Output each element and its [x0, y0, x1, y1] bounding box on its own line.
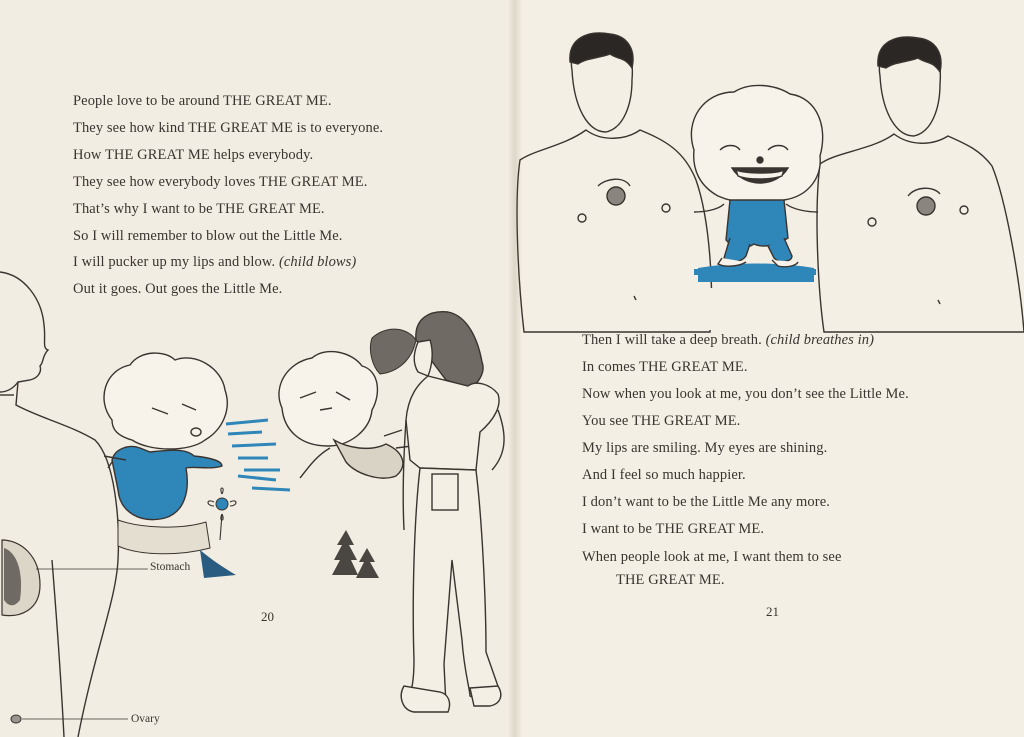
page-number-right: 21: [766, 604, 779, 619]
text-line: That’s why I want to be THE GREAT ME.: [73, 201, 325, 217]
text-line: I will pucker up my lips and blow. (child blows): [73, 254, 357, 270]
text-line: People love to be around THE GREAT ME.: [73, 93, 332, 109]
text-line: I don’t want to be the Little Me any more.: [582, 494, 830, 510]
text-line: Out it goes. Out goes the Little Me.: [73, 281, 283, 297]
text-line: How THE GREAT ME helps everybody.: [73, 147, 314, 163]
text-line: They see how everybody loves THE GREAT ME.: [73, 174, 368, 190]
text-line: My lips are smiling. My eyes are shining.: [582, 440, 828, 456]
right-page: [514, 0, 1024, 737]
stomach-label: Stomach: [150, 561, 191, 573]
text-line: THE GREAT ME.: [616, 572, 725, 588]
ovary-label: Ovary: [131, 713, 160, 725]
page-number-left: 20: [261, 609, 274, 624]
text-line: Then I will take a deep breath. (child breathes in): [582, 332, 875, 348]
text-line: Now when you look at me, you don’t see the Little Me.: [582, 386, 909, 402]
text-line: I want to be THE GREAT ME.: [582, 521, 765, 537]
text-line: You see THE GREAT ME.: [582, 413, 741, 429]
text-line: They see how kind THE GREAT ME is to everyone.: [73, 120, 384, 136]
book-gutter: [508, 0, 522, 737]
text-line: In comes THE GREAT ME.: [582, 359, 748, 375]
text-line: And I feel so much happier.: [582, 467, 746, 483]
text-line: So I will remember to blow out the Little Me.: [73, 228, 343, 244]
text-line: When people look at me, I want them to see: [582, 549, 842, 565]
